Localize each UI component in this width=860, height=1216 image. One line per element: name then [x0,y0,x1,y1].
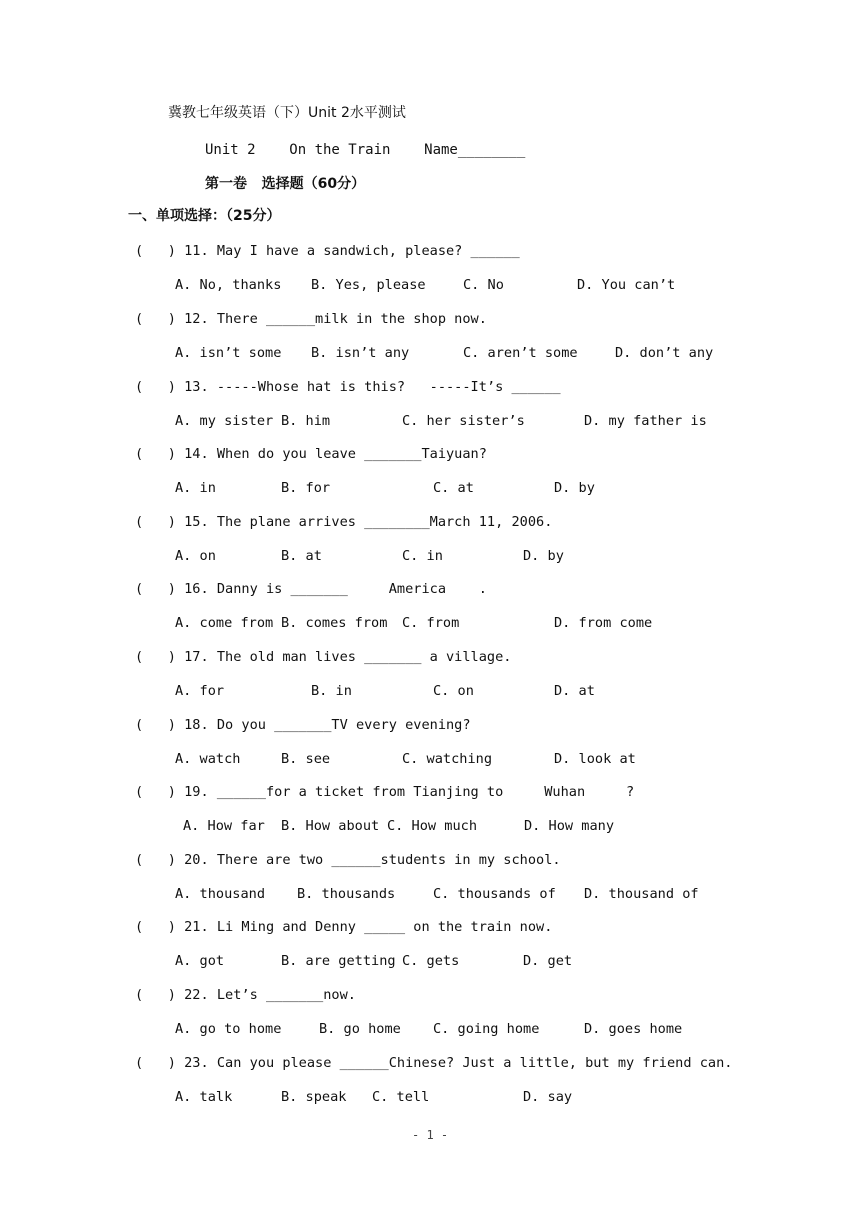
document-title: 冀教七年级英语（下）Unit 2水平测试 [168,105,406,121]
option-d: D. by [554,480,595,496]
option-b: B. him [281,413,331,429]
question-stem: ( ) 17. The old man lives _______ a village. [135,649,512,665]
option-d: D. goes home [584,1021,683,1037]
option-a: A. come from [175,615,274,631]
question-stem: ( ) 20. There are two ______students in my school. [135,852,561,868]
option-b: B. go home [319,1021,401,1037]
option-c: C. at [433,480,474,496]
page-number: - 1 - [412,1128,449,1142]
option-c: C. How much [387,818,478,834]
option-d: D. You can’t [577,277,676,293]
question-stem: ( ) 22. Let’s _______now. [135,987,356,1003]
option-c: C. her sister’s [402,413,525,429]
option-b: B. How about [281,818,380,834]
option-a: A. talk [175,1089,233,1105]
question-stem: ( ) 21. Li Ming and Denny _____ on the train now. [135,919,553,935]
option-b: B. see [281,751,331,767]
option-c: C. going home [433,1021,540,1037]
question-stem: ( ) 12. There ______milk in the shop now. [135,311,487,327]
option-a: A. How far [183,818,265,834]
question-stem: ( ) 13. -----Whose hat is this? -----It’s ______ [135,379,561,395]
option-a: A. watch [175,751,241,767]
option-d: D. by [523,548,564,564]
option-d: D. thousand of [584,886,699,902]
unit-name-line: Unit 2 On the Train Name________ [205,142,526,158]
option-c: C. on [433,683,474,699]
question-stem: ( ) 19. ______for a ticket from Tianjing to Wuhan ? [135,784,635,800]
option-b: B. Yes, please [311,277,426,293]
question-stem: ( ) 15. The plane arrives ________March 11, 2006. [135,514,553,530]
option-d: D. say [523,1089,573,1105]
option-c: C. in [402,548,443,564]
option-a: A. thousand [175,886,266,902]
option-d: D. at [554,683,595,699]
option-a: A. my sister [175,413,274,429]
option-a: A. on [175,548,216,564]
question-stem: ( ) 16. Danny is _______ America . [135,581,487,597]
option-d: D. get [523,953,573,969]
option-a: A. go to home [175,1021,282,1037]
question-stem: ( ) 11. May I have a sandwich, please? ______ [135,243,520,259]
option-d: D. my father is [584,413,707,429]
option-c: C. from [402,615,460,631]
option-a: A. for [175,683,225,699]
option-c: C. thousands of [433,886,556,902]
question-stem: ( ) 23. Can you please ______Chinese? Just a little, but my friend can. [135,1055,733,1071]
option-c: C. tell [372,1089,430,1105]
option-d: D. don’t any [615,345,714,361]
option-d: D. How many [524,818,615,834]
option-b: B. for [281,480,331,496]
option-b: B. at [281,548,322,564]
option-b: B. speak [281,1089,347,1105]
option-c: C. No [463,277,504,293]
option-b: B. thousands [297,886,396,902]
question-stem: ( ) 18. Do you _______TV every evening? [135,717,471,733]
option-a: A. No, thanks [175,277,282,293]
part-heading: 第一卷 选择题（60分） [205,176,366,192]
option-a: A. got [175,953,225,969]
option-b: B. comes from [281,615,388,631]
question-stem: ( ) 14. When do you leave _______Taiyuan? [135,446,487,462]
section-heading: 一、单项选择：（25分） [128,208,281,224]
option-a: A. isn’t some [175,345,282,361]
option-b: B. in [311,683,352,699]
option-a: A. in [175,480,216,496]
option-d: D. from come [554,615,653,631]
option-d: D. look at [554,751,636,767]
option-c: C. aren’t some [463,345,578,361]
option-c: C. watching [402,751,493,767]
option-c: C. gets [402,953,460,969]
option-b: B. are getting [281,953,396,969]
option-b: B. isn’t any [311,345,410,361]
